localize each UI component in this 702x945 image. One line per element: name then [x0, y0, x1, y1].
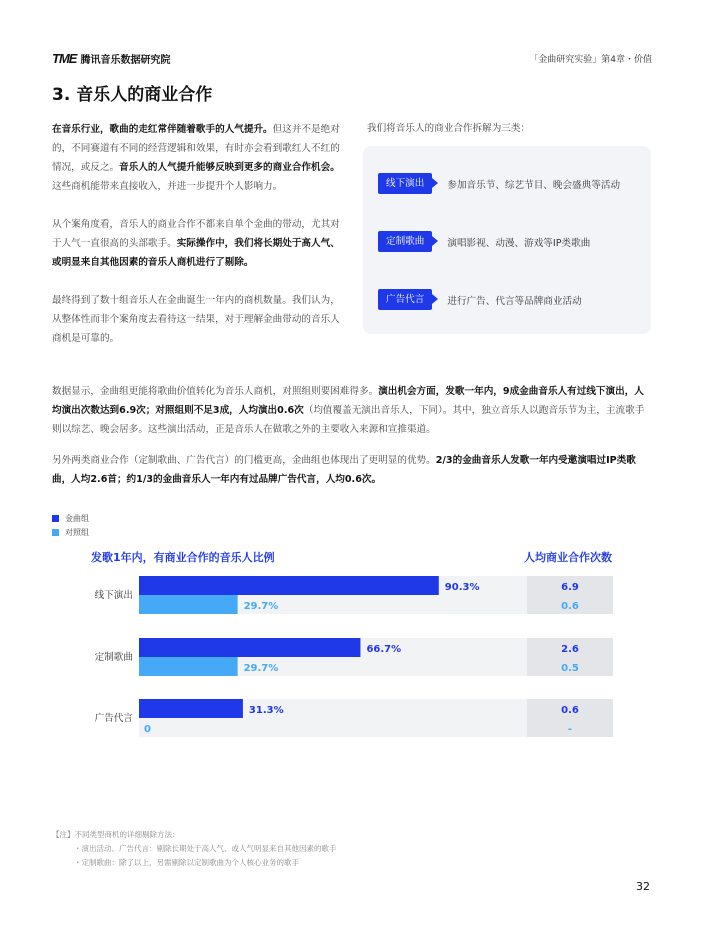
text-run: 这些商机能带来直接收入，并进一步提升个人影响力。: [52, 181, 283, 192]
text-run: 但这并不是绝对的，不同赛道有不同的经营逻辑和效果，有时亦会看到歌红人不红的情况，或反之。: [52, 124, 340, 173]
bold-text: 音乐人的人气提升能够反映到更多的商业合作机会。: [119, 162, 340, 173]
bold-text: 实际操作中，我们将长期处于高人气、或明显来自其他因素的音乐人商机进行了剔除。: [52, 238, 340, 268]
legend-label: 对照组: [65, 527, 89, 537]
logo-text: 腾讯音乐数据研究院: [80, 55, 171, 66]
avg-value: 2.6: [561, 644, 579, 655]
text-run: 数据显示，金曲组更能将歌曲价值转化为音乐人商机，对照组则要困难得多。: [52, 386, 379, 397]
tme-logo-icon: TME: [52, 51, 77, 66]
footnote-line: ・演出活动、广告代言：剔除长期处于高人气、或人气明显来自其他因素的歌手: [74, 844, 337, 853]
chart-title: 发歌1年内，有商业合作的音乐人比例: [91, 551, 275, 564]
chart-side-title: 人均商业合作次数: [524, 551, 612, 564]
bar: [139, 595, 238, 614]
footnote: [52, 828, 337, 870]
data-label: 0: [144, 724, 151, 735]
data-label: 90.3%: [444, 582, 480, 593]
data-label: 66.7%: [366, 644, 402, 655]
text-run: 最终得到了数十组音乐人在金曲诞生一年内的商机数量。我们认为，从整体性而非个案角度去看待这一结果，对于理解金曲带动的音乐人商机是可靠的。: [52, 295, 340, 344]
text-run: 从个案角度看，音乐人的商业合作不都来自单个金曲的带动，尤其对于人气一直很高的头部歌手。: [52, 219, 340, 249]
footnote-title: 【注】不同类型商机的详细剔除方法：: [52, 830, 180, 839]
bar: [139, 576, 439, 595]
avg-value: 6.9: [561, 582, 579, 593]
avg-value: 0.5: [561, 663, 579, 674]
bar: [139, 699, 243, 718]
page-number: 32: [636, 880, 650, 893]
avg-value: -: [567, 724, 573, 735]
bold-text: 在音乐行业，歌曲的走红常伴随着歌手的人气提升。: [52, 124, 273, 135]
bar: [139, 657, 238, 676]
category-label: 广告代言: [94, 713, 133, 724]
category-label: 定制歌曲: [94, 652, 133, 663]
text-run: （均值覆盖无演出音乐人，下同）。其中，独立音乐人以跑音乐节为主，主流歌手则以综艺、晚会居多。这些演出活动，正是音乐人在做歌之外的主要收入来源和宣推渠道。: [52, 405, 645, 435]
category-desc: 参加音乐节、综艺节目、晚会盛典等活动: [447, 179, 621, 191]
data-label: 29.7%: [243, 663, 279, 674]
bold-text: 2/3的金曲音乐人发歌一年内受邀演唱过IP类歌曲，人均2.6首；约1/3的金曲音乐人一年内有过品牌广告代言，人均0.6次。: [52, 455, 636, 485]
footnote-line: ・定制歌曲：除了以上，另需剔除以定制歌曲为个人核心业务的歌手: [74, 858, 299, 867]
legend-label: 金曲组: [65, 513, 89, 523]
category-desc: 演唱影视、动漫、游戏等IP类歌曲: [447, 237, 591, 249]
data-label: 29.7%: [243, 601, 279, 612]
bold-text: 演出机会方面，发歌一年内，9成金曲音乐人有过线下演出，人均演出次数达到6.9次；对照组则不足3成，人均演出0.6次: [52, 386, 644, 416]
text-run: 另外两类商业合作（定制歌曲、广告代言）的门槛更高，金曲组也体现出了更明显的优势。: [52, 455, 436, 466]
avg-value: 0.6: [561, 601, 579, 612]
category-tag: 线下演出: [378, 173, 432, 194]
category-desc: 进行广告、代言等品牌商业活动: [447, 295, 582, 307]
bar: [139, 638, 360, 657]
category-intro: 我们将音乐人的商业合作拆解为三类：: [367, 123, 531, 134]
category-tag: 定制歌曲: [378, 231, 432, 252]
data-label: 31.3%: [248, 705, 284, 716]
category-label: 线下演出: [94, 590, 133, 601]
section-title: 3. 音乐人的商业合作: [52, 85, 213, 105]
avg-value: 0.6: [561, 705, 579, 716]
chapter-label: 「金曲研究实验」第4章・价值: [529, 55, 652, 65]
category-tag: 广告代言: [378, 289, 432, 310]
